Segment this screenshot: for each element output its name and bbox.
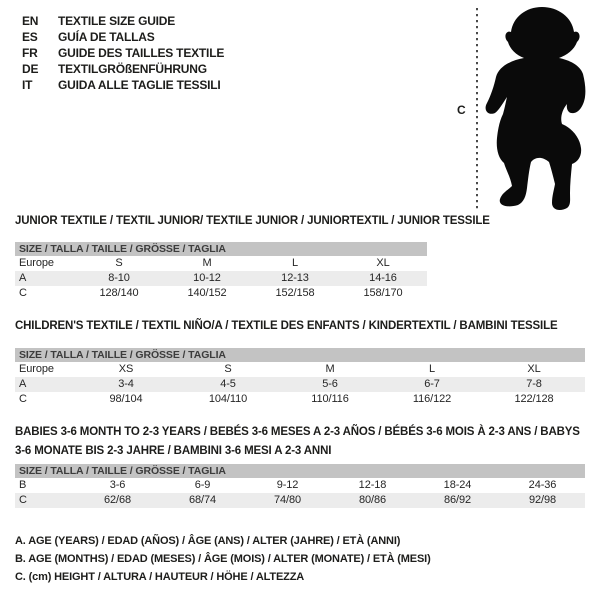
value-cell: 12-18 bbox=[358, 479, 387, 491]
table-title: BABIES 3-6 MONTH TO 2-3 YEARS / BEBÉS 3-6 MESES A 2-3 AÑOS / BÉBÉS 3-6 MOIS À 2-3 ANS / BABYS 3-6 MONATE BIS 2-3 JAHRE / BAMBINI 3-6 MESI A 2-3 ANNI bbox=[15, 426, 580, 457]
value-cell: 8-10 bbox=[108, 272, 130, 284]
value-cell: M bbox=[325, 363, 335, 375]
value-cell: 62/68 bbox=[103, 494, 132, 506]
value-cell: 14-16 bbox=[369, 272, 397, 284]
language-row-es bbox=[22, 29, 224, 45]
row-label-cell: A bbox=[19, 378, 27, 390]
footnote-a: A. AGE (YEARS) / EDAD (AÑOS) / ÂGE (ANS) / ALTER (JAHRE) / ETÀ (ANNI) bbox=[15, 535, 401, 547]
value-cell: 116/122 bbox=[412, 393, 452, 405]
language-title: TEXTILGRÖßENFÜHRUNG bbox=[58, 62, 207, 76]
value-cell: 80/86 bbox=[358, 494, 387, 506]
table-header-bar: SIZE / TALLA / TAILLE / GRÖSSE / TAGLIA bbox=[15, 464, 585, 478]
language-code: IT bbox=[22, 78, 33, 92]
babies-size-table bbox=[15, 464, 585, 508]
value-cell: S bbox=[115, 257, 123, 269]
baby-silhouette-icon bbox=[470, 0, 600, 215]
value-cell: 3-4 bbox=[118, 378, 134, 390]
row-label-cell: B bbox=[19, 479, 27, 491]
value-cell: 110/116 bbox=[311, 393, 349, 405]
value-cell: 98/104 bbox=[109, 393, 143, 405]
language-code: DE bbox=[22, 62, 39, 76]
table-body bbox=[15, 478, 585, 508]
value-cell: 24-36 bbox=[528, 479, 557, 491]
children-textile-section bbox=[15, 320, 590, 407]
value-cell: M bbox=[202, 257, 212, 269]
value-cell: 6-7 bbox=[424, 378, 440, 390]
language-list bbox=[22, 13, 224, 93]
value-cell: XL bbox=[527, 363, 541, 375]
table-row bbox=[15, 493, 585, 508]
value-cell: 9-12 bbox=[276, 479, 299, 491]
language-code: FR bbox=[22, 46, 38, 60]
value-cell: 92/98 bbox=[528, 494, 557, 506]
table-title: CHILDREN'S TEXTILE / TEXTIL NIÑO/A / TEXTILE DES ENFANTS / KINDERTEXTIL / BAMBINI TESSILE bbox=[15, 320, 558, 332]
row-label-cell: C bbox=[19, 494, 27, 506]
value-cell: 6-9 bbox=[194, 479, 211, 491]
value-cell: 122/128 bbox=[514, 393, 554, 405]
legend-footnotes bbox=[15, 532, 431, 586]
value-cell: 4-5 bbox=[220, 378, 236, 390]
value-cell: 7-8 bbox=[526, 378, 542, 390]
language-code: EN bbox=[22, 14, 39, 28]
value-cell: 128/140 bbox=[99, 287, 139, 299]
row-label-cell: Europe bbox=[19, 363, 54, 375]
table-row bbox=[15, 362, 585, 377]
row-label-cell: A bbox=[19, 272, 27, 284]
value-cell: XL bbox=[376, 257, 390, 269]
value-cell: 10-12 bbox=[193, 272, 221, 284]
table-row bbox=[15, 286, 427, 301]
junior-textile-section bbox=[15, 215, 590, 301]
language-title: TEXTILE SIZE GUIDE bbox=[58, 14, 176, 28]
value-cell: 158/170 bbox=[363, 287, 403, 299]
value-cell: 5-6 bbox=[322, 378, 338, 390]
table-row bbox=[15, 377, 585, 392]
language-row-fr bbox=[22, 45, 224, 61]
baby-figure bbox=[457, 0, 600, 215]
language-code: ES bbox=[22, 30, 38, 44]
value-cell: S bbox=[224, 363, 232, 375]
footnote-b: B. AGE (MONTHS) / EDAD (MESES) / ÂGE (MOIS) / ALTER (MONATE) / ETÀ (MESI) bbox=[15, 553, 431, 565]
table-row bbox=[15, 392, 585, 407]
value-cell: 74/80 bbox=[273, 494, 302, 506]
value-cell: 68/74 bbox=[188, 494, 217, 506]
row-label-cell: C bbox=[19, 393, 27, 405]
language-title: GUÍA DE TALLAS bbox=[58, 30, 155, 44]
table-body bbox=[15, 362, 585, 407]
baby-silhouette-shape bbox=[486, 7, 586, 210]
footnote-c: C. (cm) HEIGHT / ALTURA / HAUTEUR / HÖHE / ALTEZZA bbox=[15, 571, 305, 583]
value-cell: 86/92 bbox=[443, 494, 472, 506]
junior-size-table bbox=[15, 242, 427, 301]
table-row bbox=[15, 256, 427, 271]
children-size-table bbox=[15, 348, 585, 407]
table-header-bar: SIZE / TALLA / TAILLE / GRÖSSE / TAGLIA bbox=[15, 348, 585, 362]
value-cell: 18-24 bbox=[443, 479, 472, 491]
row-label-cell: C bbox=[19, 287, 27, 299]
value-cell: L bbox=[291, 257, 299, 269]
language-row-en bbox=[22, 13, 224, 29]
language-title: GUIDE DES TAILLES TEXTILE bbox=[58, 46, 225, 60]
language-row-de bbox=[22, 61, 224, 77]
value-cell: 140/152 bbox=[187, 287, 227, 299]
table-row bbox=[15, 271, 427, 286]
table-body bbox=[15, 256, 427, 301]
babies-textile-section bbox=[15, 423, 590, 508]
value-cell: 152/158 bbox=[275, 287, 315, 299]
language-title: GUIDA ALLE TAGLIE TESSILI bbox=[58, 78, 221, 92]
value-cell: XS bbox=[118, 363, 134, 375]
value-cell: 104/110 bbox=[208, 393, 248, 405]
value-cell: L bbox=[428, 363, 436, 375]
row-label-cell: Europe bbox=[19, 257, 54, 269]
table-title: JUNIOR TEXTILE / TEXTIL JUNIOR/ TEXTILE JUNIOR / JUNIORTEXTIL / JUNIOR TESSILE bbox=[15, 215, 490, 227]
value-cell: 3-6 bbox=[109, 479, 126, 491]
table-header-bar: SIZE / TALLA / TAILLE / GRÖSSE / TAGLIA bbox=[15, 242, 427, 256]
value-cell: 12-13 bbox=[281, 272, 309, 284]
height-measure-label: C bbox=[457, 103, 466, 117]
language-row-it bbox=[22, 77, 224, 93]
table-row bbox=[15, 478, 585, 493]
